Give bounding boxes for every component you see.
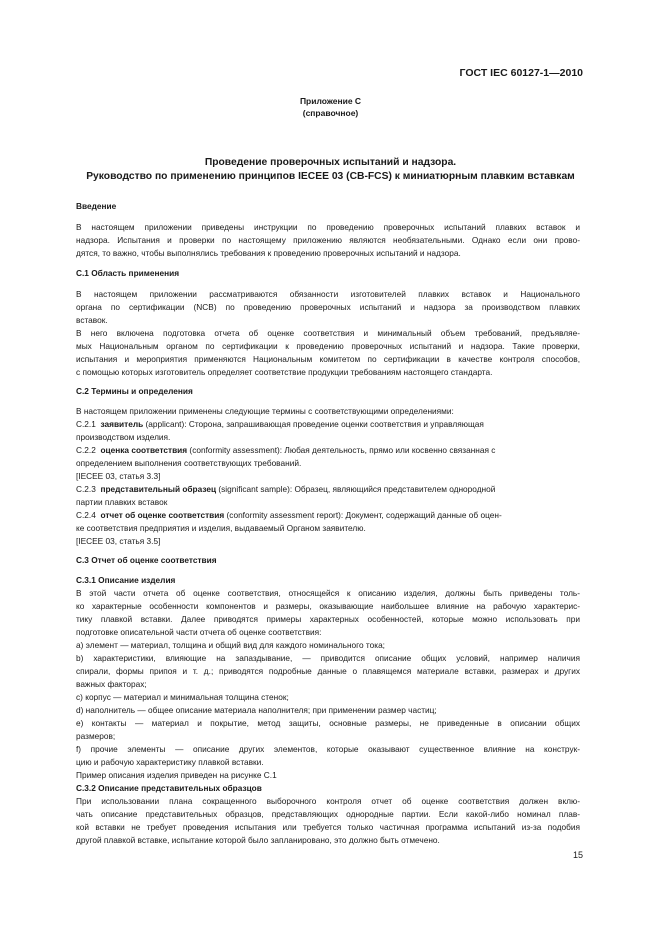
- list-item-d: d) наполнитель — общее описание материала наполнителя; при применении размер частиц;: [76, 705, 437, 715]
- list-item-c: с) корпус — материал и минимальная толщина стенок;: [76, 692, 289, 702]
- term-reference: [IECEE 03, статья 3.3]: [76, 471, 161, 481]
- paragraph-line: В настоящем приложении приведены инструкции по проведению проверочных испытаний плавких вставок и: [76, 222, 580, 232]
- term-c2-1: [76, 419, 484, 429]
- paragraph-line: вставок.: [76, 315, 108, 325]
- paragraph-line: другой плавкой вставке, испытание которой было запланировано, это должно быть отмечено.: [76, 835, 440, 845]
- term-name: заявитель: [100, 419, 144, 429]
- subsection-heading-c3-2: С.3.2 Описание представительных образцов: [76, 783, 262, 793]
- paragraph-line: определением выполнения соответствующих требований.: [76, 458, 302, 468]
- term-name: представительный образец: [100, 484, 217, 494]
- paragraph-line: подготовке описательной части отчета об оценке соответствия:: [76, 627, 322, 637]
- paragraph-line: При использовании плана сокращенного выборочного контроля отчет об оценке соответствия должен вклю-: [76, 796, 580, 806]
- paragraph-line: с помощью которых изготовитель определяет соответствие продукции требованиям настоящего стандарта.: [76, 367, 493, 377]
- list-item-a: а) элемент — материал, толщина и общий вид для каждого номинального тока;: [76, 640, 385, 650]
- list-item-e: е) контакты — материал и покрытие, метод защиты, основные размеры, не приведенные в описании общих: [76, 718, 580, 728]
- section-heading-intro: Введение: [76, 201, 117, 211]
- term-definition: (conformity assessment): Любая деятельность, прямо или косвенно связанная с: [187, 445, 496, 455]
- paragraph-line: надзора. Испытания и проверки по настоящему приложению являются необязательными. Однако если они прово-: [76, 235, 580, 245]
- list-item-f: цию и рабочую характеристику плавкой вставки.: [76, 757, 264, 767]
- term-definition: (applicant): Сторона, запрашивающая проведение оценки соответствия и управляющая: [143, 419, 484, 429]
- paragraph-line: партии плавких вставок: [76, 497, 168, 507]
- paragraph-line: органа по сертификации (NCB) по проведению проверочных испытаний и надзора за производством плавких: [76, 302, 580, 312]
- list-item-f: f) прочие элементы — описание других элементов, которые оказывают существенное влияние на конструк-: [76, 744, 580, 754]
- term-definition: (conformity assessment report): Документ, содержащий данные об оцен-: [224, 510, 502, 520]
- term-name: оценка соответствия: [100, 445, 188, 455]
- paragraph-line: ке соответствия предприятия и изделия, выдаваемый Органом заявителю.: [76, 523, 366, 533]
- list-item-b: b) характеристики, влияющие на запаздывание, — приводится описание общих условий, например наличия: [76, 653, 580, 663]
- term-c2-4: [76, 510, 502, 520]
- paragraph-line: В настоящем приложении рассматриваются обязанности изготовителей плавких вставок и Национального: [76, 289, 580, 299]
- term-definition: (significant sample): Образец, являющийся представителем однородной: [216, 484, 496, 494]
- annex-title-line-2: Руководство по применению принципов IECEE 03 (CB-FCS) к миниатюрным плавким вставкам: [86, 171, 575, 182]
- term-name: отчет об оценке соответствия: [100, 510, 225, 520]
- annex-title-line-1: Проведение проверочных испытаний и надзора.: [204, 157, 457, 168]
- paragraph-line: тику плавкой вставки. Далее приводятся примеры характерных особенностей, которые можно использовать при: [76, 614, 580, 624]
- term-c2-3: [76, 484, 495, 494]
- paragraph-line: производством изделия.: [76, 432, 171, 442]
- paragraph-line: мых Национальным органом по сертификации к проведению проверочных испытаний и надзора. Такие проверки,: [76, 341, 580, 351]
- document-id: ГОСТ IEC 60127-1—2010: [459, 67, 583, 79]
- term-number: С.2.2: [76, 445, 96, 455]
- term-c2-2: [76, 445, 495, 455]
- list-item-b: спирали, формы припоя и т. д.; приводятся подробные данные о плавящемся материале вставки, размерах и других: [76, 666, 580, 676]
- paragraph-line: чать описание представительных образцов, представляющих однородные партии. Если какой-либо номинал плав-: [76, 809, 580, 819]
- paragraph-line: В него включена подготовка отчета об оценке соответствия и минимальный объем требований, предъявляе-: [76, 328, 580, 338]
- paragraph-line: кой вставки не требует проведения испытания или требуется только частичная программа испытаний из-за подобия: [76, 822, 580, 832]
- section-heading-c3: С.3 Отчет об оценке соответствия: [76, 555, 217, 565]
- term-reference: [IECEE 03, статья 3.5]: [76, 536, 161, 546]
- list-item-e: размеров;: [76, 731, 116, 741]
- paragraph-line: Пример описания изделия приведен на рисунке С.1: [76, 770, 277, 780]
- page-number: 15: [572, 850, 583, 860]
- paragraph-line: ко характерные особенности компонентов и размеры, оказывающие наибольшее влияние на рабочую характерис-: [76, 601, 580, 611]
- annex-type: (справочное): [302, 108, 359, 118]
- annex-label: Приложение С: [299, 96, 362, 106]
- paragraph-line: В настоящем приложении применены следующие термины с соответствующими определениями:: [76, 406, 454, 416]
- subsection-heading-c3-1: С.3.1 Описание изделия: [76, 575, 176, 585]
- term-number: С.2.1: [76, 419, 96, 429]
- section-heading-c1: С.1 Область применения: [76, 268, 180, 278]
- paragraph-line: дятся, то важно, чтобы выполнялись требования к проведению проверочных испытаний и надзора.: [76, 248, 461, 258]
- term-number: С.2.4: [76, 510, 96, 520]
- section-heading-c2: С.2 Термины и определения: [76, 386, 193, 396]
- paragraph-line: В этой части отчета об оценке соответствия, относящейся к описанию изделия, должны быть приведены толь-: [76, 588, 580, 598]
- term-number: С.2.3: [76, 484, 96, 494]
- paragraph-line: испытания и мероприятия применяются Национальным комитетом по сертификации в качестве контроля способов,: [76, 354, 580, 364]
- list-item-b: важных факторах;: [76, 679, 147, 689]
